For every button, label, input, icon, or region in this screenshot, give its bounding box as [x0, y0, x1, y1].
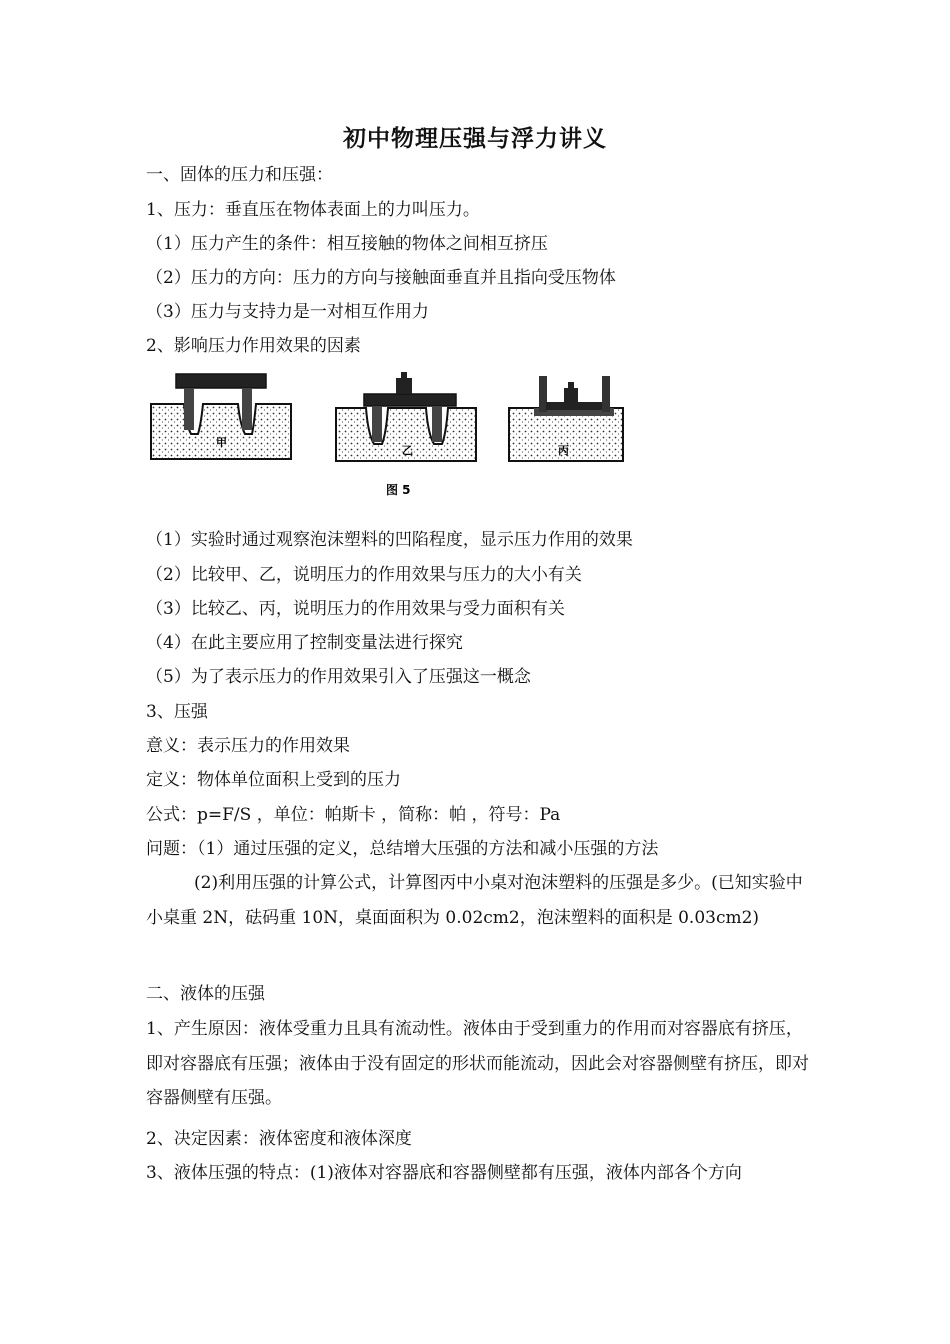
figure-caption: 图 5	[386, 483, 411, 497]
list-item: （2）压力的方向：压力的方向与接触面垂直并且指向受压物体	[146, 268, 616, 288]
paragraph-pressure-definition: 1、压力：垂直压在物体表面上的力叫压力。	[146, 200, 480, 220]
paragraph-cause: 1、产生原因：液体受重力且具有流动性。液体由于受到重力的作用而对容器底有挤压，即对容器底有压强；液体由于没有固定的形状而能流动，因此会对容器侧壁有挤压，即对容器侧壁有压强。	[146, 1019, 809, 1108]
document-title: 初中物理压强与浮力讲义	[343, 125, 607, 152]
section-heading-solid-pressure: 一、固体的压力和压强：	[146, 165, 333, 185]
section-heading-liquid-pressure: 二、液体的压强	[146, 984, 265, 1004]
figure-label-jia: 甲	[216, 436, 227, 449]
list-item: （4）在此主要应用了控制变量法进行探究	[146, 633, 463, 653]
paragraph-pressure-heading: 3、压强	[146, 702, 208, 722]
paragraph-factors: 2、影响压力作用效果的因素	[146, 336, 361, 356]
paragraph-question-1: 问题：（1）通过压强的定义，总结增大压强的方法和减小压强的方法	[146, 839, 659, 859]
list-item: （1）压力产生的条件：相互接触的物体之间相互挤压	[146, 234, 548, 254]
figure-label-yi: 乙	[402, 444, 413, 457]
list-item: （1）实验时通过观察泡沫塑料的凹陷程度，显示压力作用的效果	[146, 530, 633, 550]
paragraph-question-2: (2)利用压强的计算公式，计算图丙中小桌对泡沫塑料的压强是多少。(已知实验中小桌重 2N，砝码重 10N，桌面面积为 0.02cm2，泡沫塑料的面积是 0.03cm2)	[146, 873, 803, 928]
list-item: （2）比较甲、乙，说明压力的作用效果与压力的大小有关	[146, 565, 582, 585]
figure-panel-yi	[336, 372, 476, 461]
paragraph-characteristics: 3、液体压强的特点：(1)液体对容器底和容器侧壁都有压强，液体内部各个方向	[146, 1163, 742, 1183]
paragraph-meaning: 意义：表示压力的作用效果	[146, 736, 350, 756]
figure-label-bing: 丙	[558, 444, 569, 457]
figure-panel-bing	[509, 376, 623, 461]
paragraph-formula: 公式：p=F/S ，单位：帕斯卡 ，简称：帕 ，符号：Pa	[146, 805, 561, 825]
figure-panel-jia	[151, 374, 291, 459]
paragraph-definition: 定义：物体单位面积上受到的压力	[146, 770, 401, 790]
list-item: （3）压力与支持力是一对相互作用力	[146, 302, 429, 322]
list-item: （3）比较乙、丙，说明压力的作用效果与受力面积有关	[146, 599, 565, 619]
experiment-figure	[146, 364, 666, 504]
paragraph-determining-factors: 2、决定因素：液体密度和液体深度	[146, 1129, 412, 1149]
list-item: （5）为了表示压力的作用效果引入了压强这一概念	[146, 667, 531, 687]
